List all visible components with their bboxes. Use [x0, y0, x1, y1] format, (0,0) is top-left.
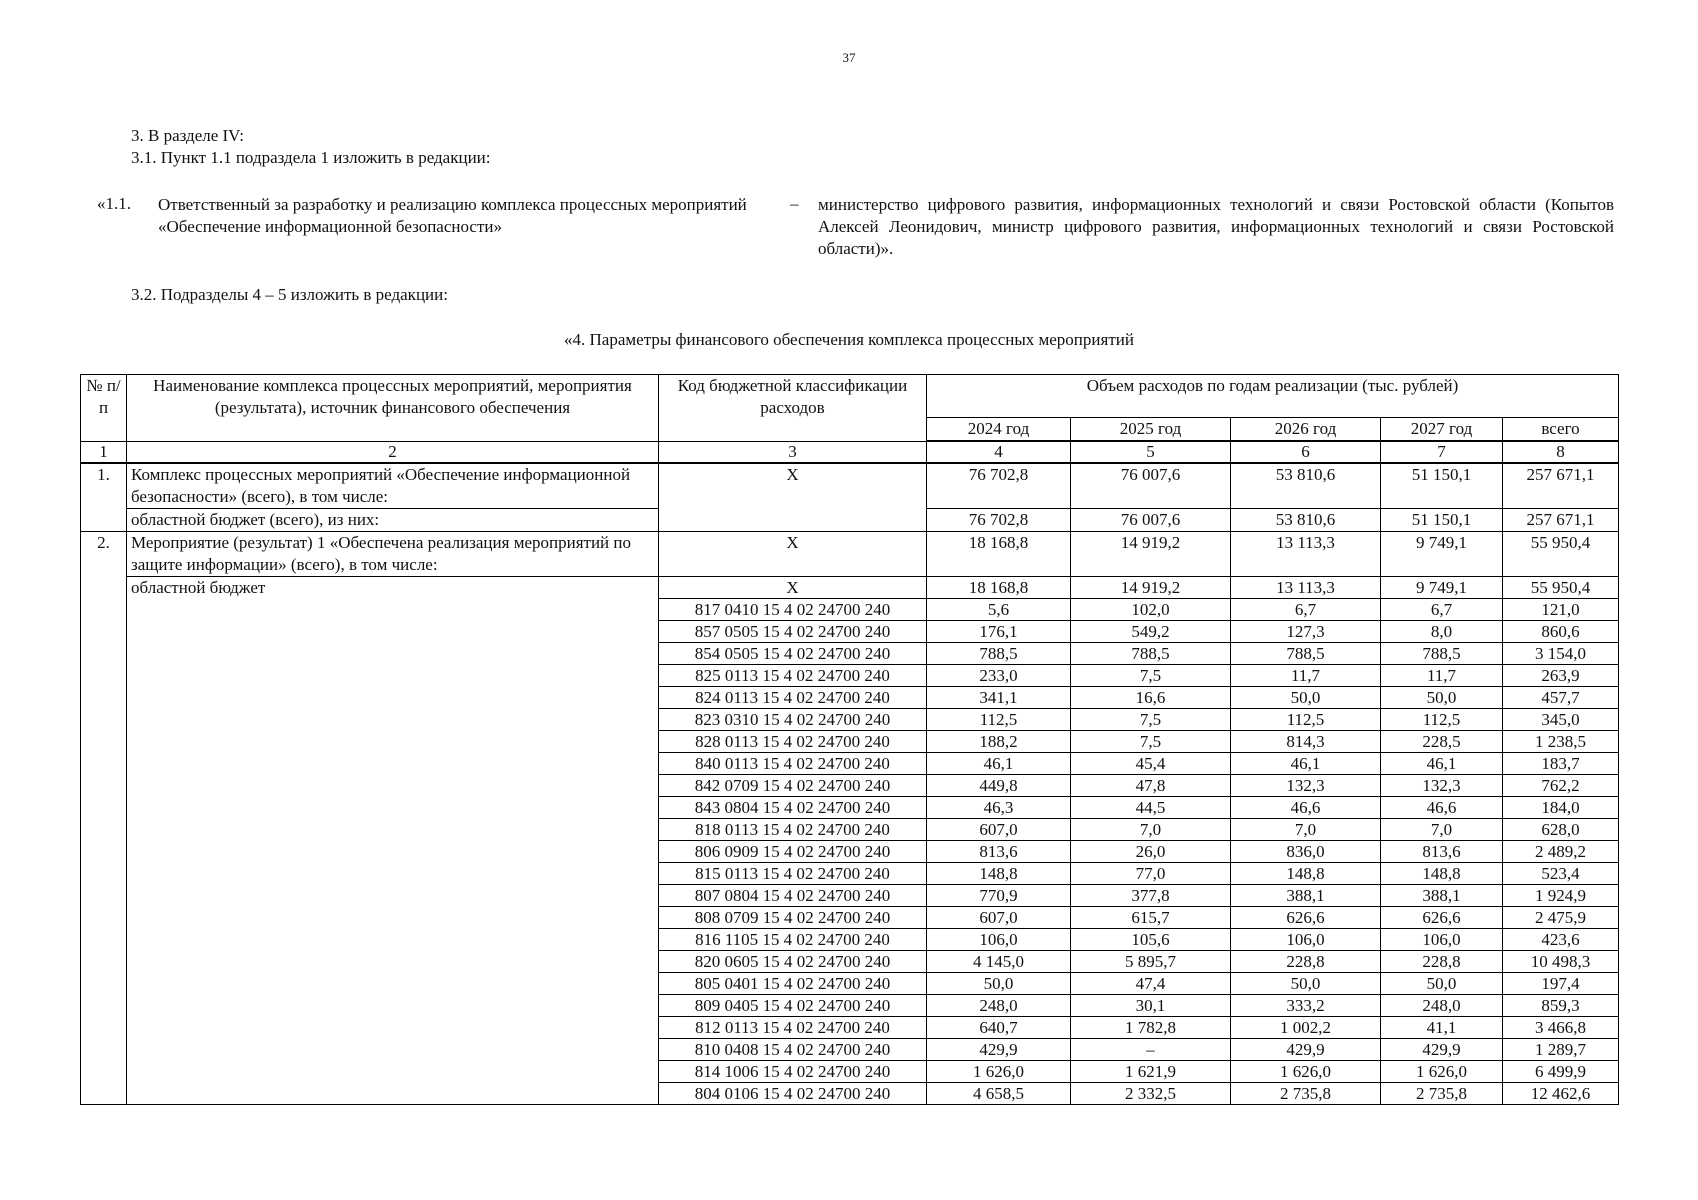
- row-code: 842 0709 15 4 02 24700 240: [659, 775, 927, 797]
- value-2024: 176,1: [927, 621, 1071, 643]
- value-2025: 102,0: [1071, 599, 1231, 621]
- value-2025: 2 332,5: [1071, 1083, 1231, 1105]
- value-total: 197,4: [1503, 973, 1619, 995]
- value-2027: 626,6: [1381, 907, 1503, 929]
- row-code: 825 0113 15 4 02 24700 240: [659, 665, 927, 687]
- row-code: 828 0113 15 4 02 24700 240: [659, 731, 927, 753]
- finance-table: [80, 374, 1619, 1105]
- column-number: 6: [1231, 441, 1381, 463]
- value-2026: 814,3: [1231, 731, 1381, 753]
- column-number: 1: [81, 441, 127, 463]
- value-total: 2 489,2: [1503, 841, 1619, 863]
- item-label: Ответственный за разработку и реализацию комплекса процессных мероприятий «Обеспечение информационной безопасности»: [158, 195, 747, 236]
- value-2025: 5 895,7: [1071, 951, 1231, 973]
- value-2026: 46,6: [1231, 797, 1381, 819]
- value-2024: 233,0: [927, 665, 1071, 687]
- value-2026: 53 810,6: [1231, 463, 1381, 509]
- value-total: 628,0: [1503, 819, 1619, 841]
- value-2024: 188,2: [927, 731, 1071, 753]
- row-code: 812 0113 15 4 02 24700 240: [659, 1017, 927, 1039]
- value-2027: 46,1: [1381, 753, 1503, 775]
- value-2026: 50,0: [1231, 687, 1381, 709]
- value-2026: 106,0: [1231, 929, 1381, 951]
- value-2027: 2 735,8: [1381, 1083, 1503, 1105]
- row-code: 823 0310 15 4 02 24700 240: [659, 709, 927, 731]
- value-2027: 50,0: [1381, 973, 1503, 995]
- value-2026: 132,3: [1231, 775, 1381, 797]
- value-2025: 14 919,2: [1071, 532, 1231, 577]
- item-number: «1.1.: [97, 194, 131, 213]
- value-2024: 341,1: [927, 687, 1071, 709]
- value-2024: 429,9: [927, 1039, 1071, 1061]
- row-code: 817 0410 15 4 02 24700 240: [659, 599, 927, 621]
- value-2025: 788,5: [1071, 643, 1231, 665]
- row-name: областной бюджет (всего), из них:: [127, 509, 659, 532]
- value-2024: 449,8: [927, 775, 1071, 797]
- value-2026: 388,1: [1231, 885, 1381, 907]
- value-2027: 429,9: [1381, 1039, 1503, 1061]
- header-year-2026: 2026 год: [1231, 418, 1381, 442]
- value-2024: 640,7: [927, 1017, 1071, 1039]
- value-2024: 18 168,8: [927, 577, 1071, 599]
- value-2025: 105,6: [1071, 929, 1231, 951]
- row-code: 807 0804 15 4 02 24700 240: [659, 885, 927, 907]
- value-2025: 16,6: [1071, 687, 1231, 709]
- value-2027: 9 749,1: [1381, 577, 1503, 599]
- row-code: 840 0113 15 4 02 24700 240: [659, 753, 927, 775]
- value-2024: 5,6: [927, 599, 1071, 621]
- value-total: 1 238,5: [1503, 731, 1619, 753]
- value-2025: 549,2: [1071, 621, 1231, 643]
- value-2024: 248,0: [927, 995, 1071, 1017]
- value-total: 3 466,8: [1503, 1017, 1619, 1039]
- value-2025: 47,4: [1071, 973, 1231, 995]
- value-2027: 228,5: [1381, 731, 1503, 753]
- value-2026: 112,5: [1231, 709, 1381, 731]
- value-total: 55 950,4: [1503, 532, 1619, 577]
- value-2024: 76 702,8: [927, 509, 1071, 532]
- row-code: 814 1006 15 4 02 24700 240: [659, 1061, 927, 1083]
- value-total: 12 462,6: [1503, 1083, 1619, 1105]
- value-2025: 77,0: [1071, 863, 1231, 885]
- row-code: 820 0605 15 4 02 24700 240: [659, 951, 927, 973]
- value-total: 6 499,9: [1503, 1061, 1619, 1083]
- item-value: министерство цифрового развития, информационных технологий и связи Ростовской области (Копытов Алексей Леонидович, министр цифрового развития, информационных технологий и связи Ростовской области)».: [818, 195, 1614, 258]
- value-2024: 148,8: [927, 863, 1071, 885]
- value-2026: 6,7: [1231, 599, 1381, 621]
- header-name: Наименование комплекса процессных мероприятий, мероприятия (результата), источник финансового обеспечения: [127, 375, 659, 442]
- header-total: всего: [1503, 418, 1619, 442]
- value-total: 121,0: [1503, 599, 1619, 621]
- value-2026: 1 626,0: [1231, 1061, 1381, 1083]
- value-2024: 607,0: [927, 907, 1071, 929]
- value-2027: 1 626,0: [1381, 1061, 1503, 1083]
- row-code: 815 0113 15 4 02 24700 240: [659, 863, 927, 885]
- row-code: 843 0804 15 4 02 24700 240: [659, 797, 927, 819]
- value-2024: 813,6: [927, 841, 1071, 863]
- value-total: 184,0: [1503, 797, 1619, 819]
- value-total: 263,9: [1503, 665, 1619, 687]
- value-2027: 248,0: [1381, 995, 1503, 1017]
- value-2024: 1 626,0: [927, 1061, 1071, 1083]
- value-2026: 7,0: [1231, 819, 1381, 841]
- value-2026: 2 735,8: [1231, 1083, 1381, 1105]
- row-code: 818 0113 15 4 02 24700 240: [659, 819, 927, 841]
- value-total: 257 671,1: [1503, 509, 1619, 532]
- row-code: 804 0106 15 4 02 24700 240: [659, 1083, 927, 1105]
- section-paragraph: 3. В разделе IV:: [131, 126, 244, 145]
- value-2027: 8,0: [1381, 621, 1503, 643]
- value-2026: 788,5: [1231, 643, 1381, 665]
- value-2025: 14 919,2: [1071, 577, 1231, 599]
- header-year-2024: 2024 год: [927, 418, 1071, 442]
- value-2027: 46,6: [1381, 797, 1503, 819]
- value-2024: 112,5: [927, 709, 1071, 731]
- table-title: «4. Параметры финансового обеспечения комплекса процессных мероприятий: [564, 330, 1134, 349]
- column-number: 5: [1071, 441, 1231, 463]
- subsection-paragraph-2: 3.2. Подразделы 4 – 5 изложить в редакции:: [131, 285, 448, 304]
- value-2027: 106,0: [1381, 929, 1503, 951]
- value-total: 523,4: [1503, 863, 1619, 885]
- column-number: 7: [1381, 441, 1503, 463]
- value-2025: 26,0: [1071, 841, 1231, 863]
- value-2027: 51 150,1: [1381, 509, 1503, 532]
- row-code: 857 0505 15 4 02 24700 240: [659, 621, 927, 643]
- value-total: 457,7: [1503, 687, 1619, 709]
- table-row: [81, 532, 1619, 577]
- value-total: 10 498,3: [1503, 951, 1619, 973]
- value-2024: 76 702,8: [927, 463, 1071, 509]
- row-name: Мероприятие (результат) 1 «Обеспечена реализация мероприятий по защите информации» (всего), в том числе:: [127, 532, 659, 577]
- page-number: 37: [842, 50, 856, 65]
- value-2026: 429,9: [1231, 1039, 1381, 1061]
- value-total: 860,6: [1503, 621, 1619, 643]
- value-2025: 7,0: [1071, 819, 1231, 841]
- value-2027: 7,0: [1381, 819, 1503, 841]
- value-2026: 626,6: [1231, 907, 1381, 929]
- value-2027: 132,3: [1381, 775, 1503, 797]
- column-number: 2: [127, 441, 659, 463]
- row-code: 809 0405 15 4 02 24700 240: [659, 995, 927, 1017]
- value-2027: 228,8: [1381, 951, 1503, 973]
- value-2024: 46,3: [927, 797, 1071, 819]
- value-2024: 4 658,5: [927, 1083, 1071, 1105]
- value-2025: 76 007,6: [1071, 463, 1231, 509]
- value-2026: 11,7: [1231, 665, 1381, 687]
- value-2026: 148,8: [1231, 863, 1381, 885]
- column-number: 3: [659, 441, 927, 463]
- value-total: 183,7: [1503, 753, 1619, 775]
- row-code: 805 0401 15 4 02 24700 240: [659, 973, 927, 995]
- value-2025: –: [1071, 1039, 1231, 1061]
- value-2027: 11,7: [1381, 665, 1503, 687]
- column-numbers-row: [81, 441, 1619, 463]
- value-2024: 50,0: [927, 973, 1071, 995]
- value-2024: 46,1: [927, 753, 1071, 775]
- value-2025: 7,5: [1071, 665, 1231, 687]
- value-2027: 388,1: [1381, 885, 1503, 907]
- value-2027: 41,1: [1381, 1017, 1503, 1039]
- row-code: 816 1105 15 4 02 24700 240: [659, 929, 927, 951]
- value-2026: 1 002,2: [1231, 1017, 1381, 1039]
- table-row: [81, 577, 1619, 599]
- row-code: 806 0909 15 4 02 24700 240: [659, 841, 927, 863]
- header-num: № п/п: [81, 375, 127, 442]
- value-2025: 45,4: [1071, 753, 1231, 775]
- value-2026: 46,1: [1231, 753, 1381, 775]
- value-2027: 9 749,1: [1381, 532, 1503, 577]
- value-2027: 112,5: [1381, 709, 1503, 731]
- value-2025: 76 007,6: [1071, 509, 1231, 532]
- row-code: X: [659, 463, 927, 532]
- value-2026: 13 113,3: [1231, 532, 1381, 577]
- value-2027: 148,8: [1381, 863, 1503, 885]
- row-code: 808 0709 15 4 02 24700 240: [659, 907, 927, 929]
- item-dash: –: [790, 194, 799, 213]
- header-year-2027: 2027 год: [1381, 418, 1503, 442]
- table-row: [81, 463, 1619, 509]
- value-total: 257 671,1: [1503, 463, 1619, 509]
- row-number: 2.: [81, 532, 127, 1105]
- value-total: 2 475,9: [1503, 907, 1619, 929]
- value-2026: 13 113,3: [1231, 577, 1381, 599]
- value-2024: 18 168,8: [927, 532, 1071, 577]
- value-2026: 836,0: [1231, 841, 1381, 863]
- header-volume: Объем расходов по годам реализации (тыс. рублей): [927, 375, 1619, 418]
- value-2024: 788,5: [927, 643, 1071, 665]
- value-2026: 228,8: [1231, 951, 1381, 973]
- value-2025: 7,5: [1071, 709, 1231, 731]
- value-2027: 50,0: [1381, 687, 1503, 709]
- value-total: 859,3: [1503, 995, 1619, 1017]
- value-2026: 127,3: [1231, 621, 1381, 643]
- row-number: 1.: [81, 463, 127, 532]
- value-2025: 377,8: [1071, 885, 1231, 907]
- value-2026: 53 810,6: [1231, 509, 1381, 532]
- value-2024: 106,0: [927, 929, 1071, 951]
- value-2027: 51 150,1: [1381, 463, 1503, 509]
- value-total: 55 950,4: [1503, 577, 1619, 599]
- value-2024: 4 145,0: [927, 951, 1071, 973]
- header-year-2025: 2025 год: [1071, 418, 1231, 442]
- subsection-paragraph: 3.1. Пункт 1.1 подраздела 1 изложить в редакции:: [131, 148, 491, 167]
- value-2025: 47,8: [1071, 775, 1231, 797]
- column-number: 4: [927, 441, 1071, 463]
- value-2027: 788,5: [1381, 643, 1503, 665]
- value-total: 1 289,7: [1503, 1039, 1619, 1061]
- value-2025: 1 621,9: [1071, 1061, 1231, 1083]
- header-code: Код бюджетной классификации расходов: [659, 375, 927, 442]
- row-name: областной бюджет: [127, 577, 659, 1105]
- value-2027: 813,6: [1381, 841, 1503, 863]
- value-2024: 607,0: [927, 819, 1071, 841]
- value-2025: 7,5: [1071, 731, 1231, 753]
- row-code: 824 0113 15 4 02 24700 240: [659, 687, 927, 709]
- row-code: 854 0505 15 4 02 24700 240: [659, 643, 927, 665]
- value-2027: 6,7: [1381, 599, 1503, 621]
- value-total: 3 154,0: [1503, 643, 1619, 665]
- value-2024: 770,9: [927, 885, 1071, 907]
- value-total: 345,0: [1503, 709, 1619, 731]
- value-2025: 30,1: [1071, 995, 1231, 1017]
- row-code: X: [659, 532, 927, 577]
- value-total: 1 924,9: [1503, 885, 1619, 907]
- value-total: 423,6: [1503, 929, 1619, 951]
- row-code: X: [659, 577, 927, 599]
- row-code: 810 0408 15 4 02 24700 240: [659, 1039, 927, 1061]
- value-total: 762,2: [1503, 775, 1619, 797]
- value-2025: 615,7: [1071, 907, 1231, 929]
- column-number: 8: [1503, 441, 1619, 463]
- value-2026: 333,2: [1231, 995, 1381, 1017]
- value-2025: 1 782,8: [1071, 1017, 1231, 1039]
- row-name: Комплекс процессных мероприятий «Обеспечение информационной безопасности» (всего), в том числе:: [127, 463, 659, 509]
- value-2025: 44,5: [1071, 797, 1231, 819]
- value-2026: 50,0: [1231, 973, 1381, 995]
